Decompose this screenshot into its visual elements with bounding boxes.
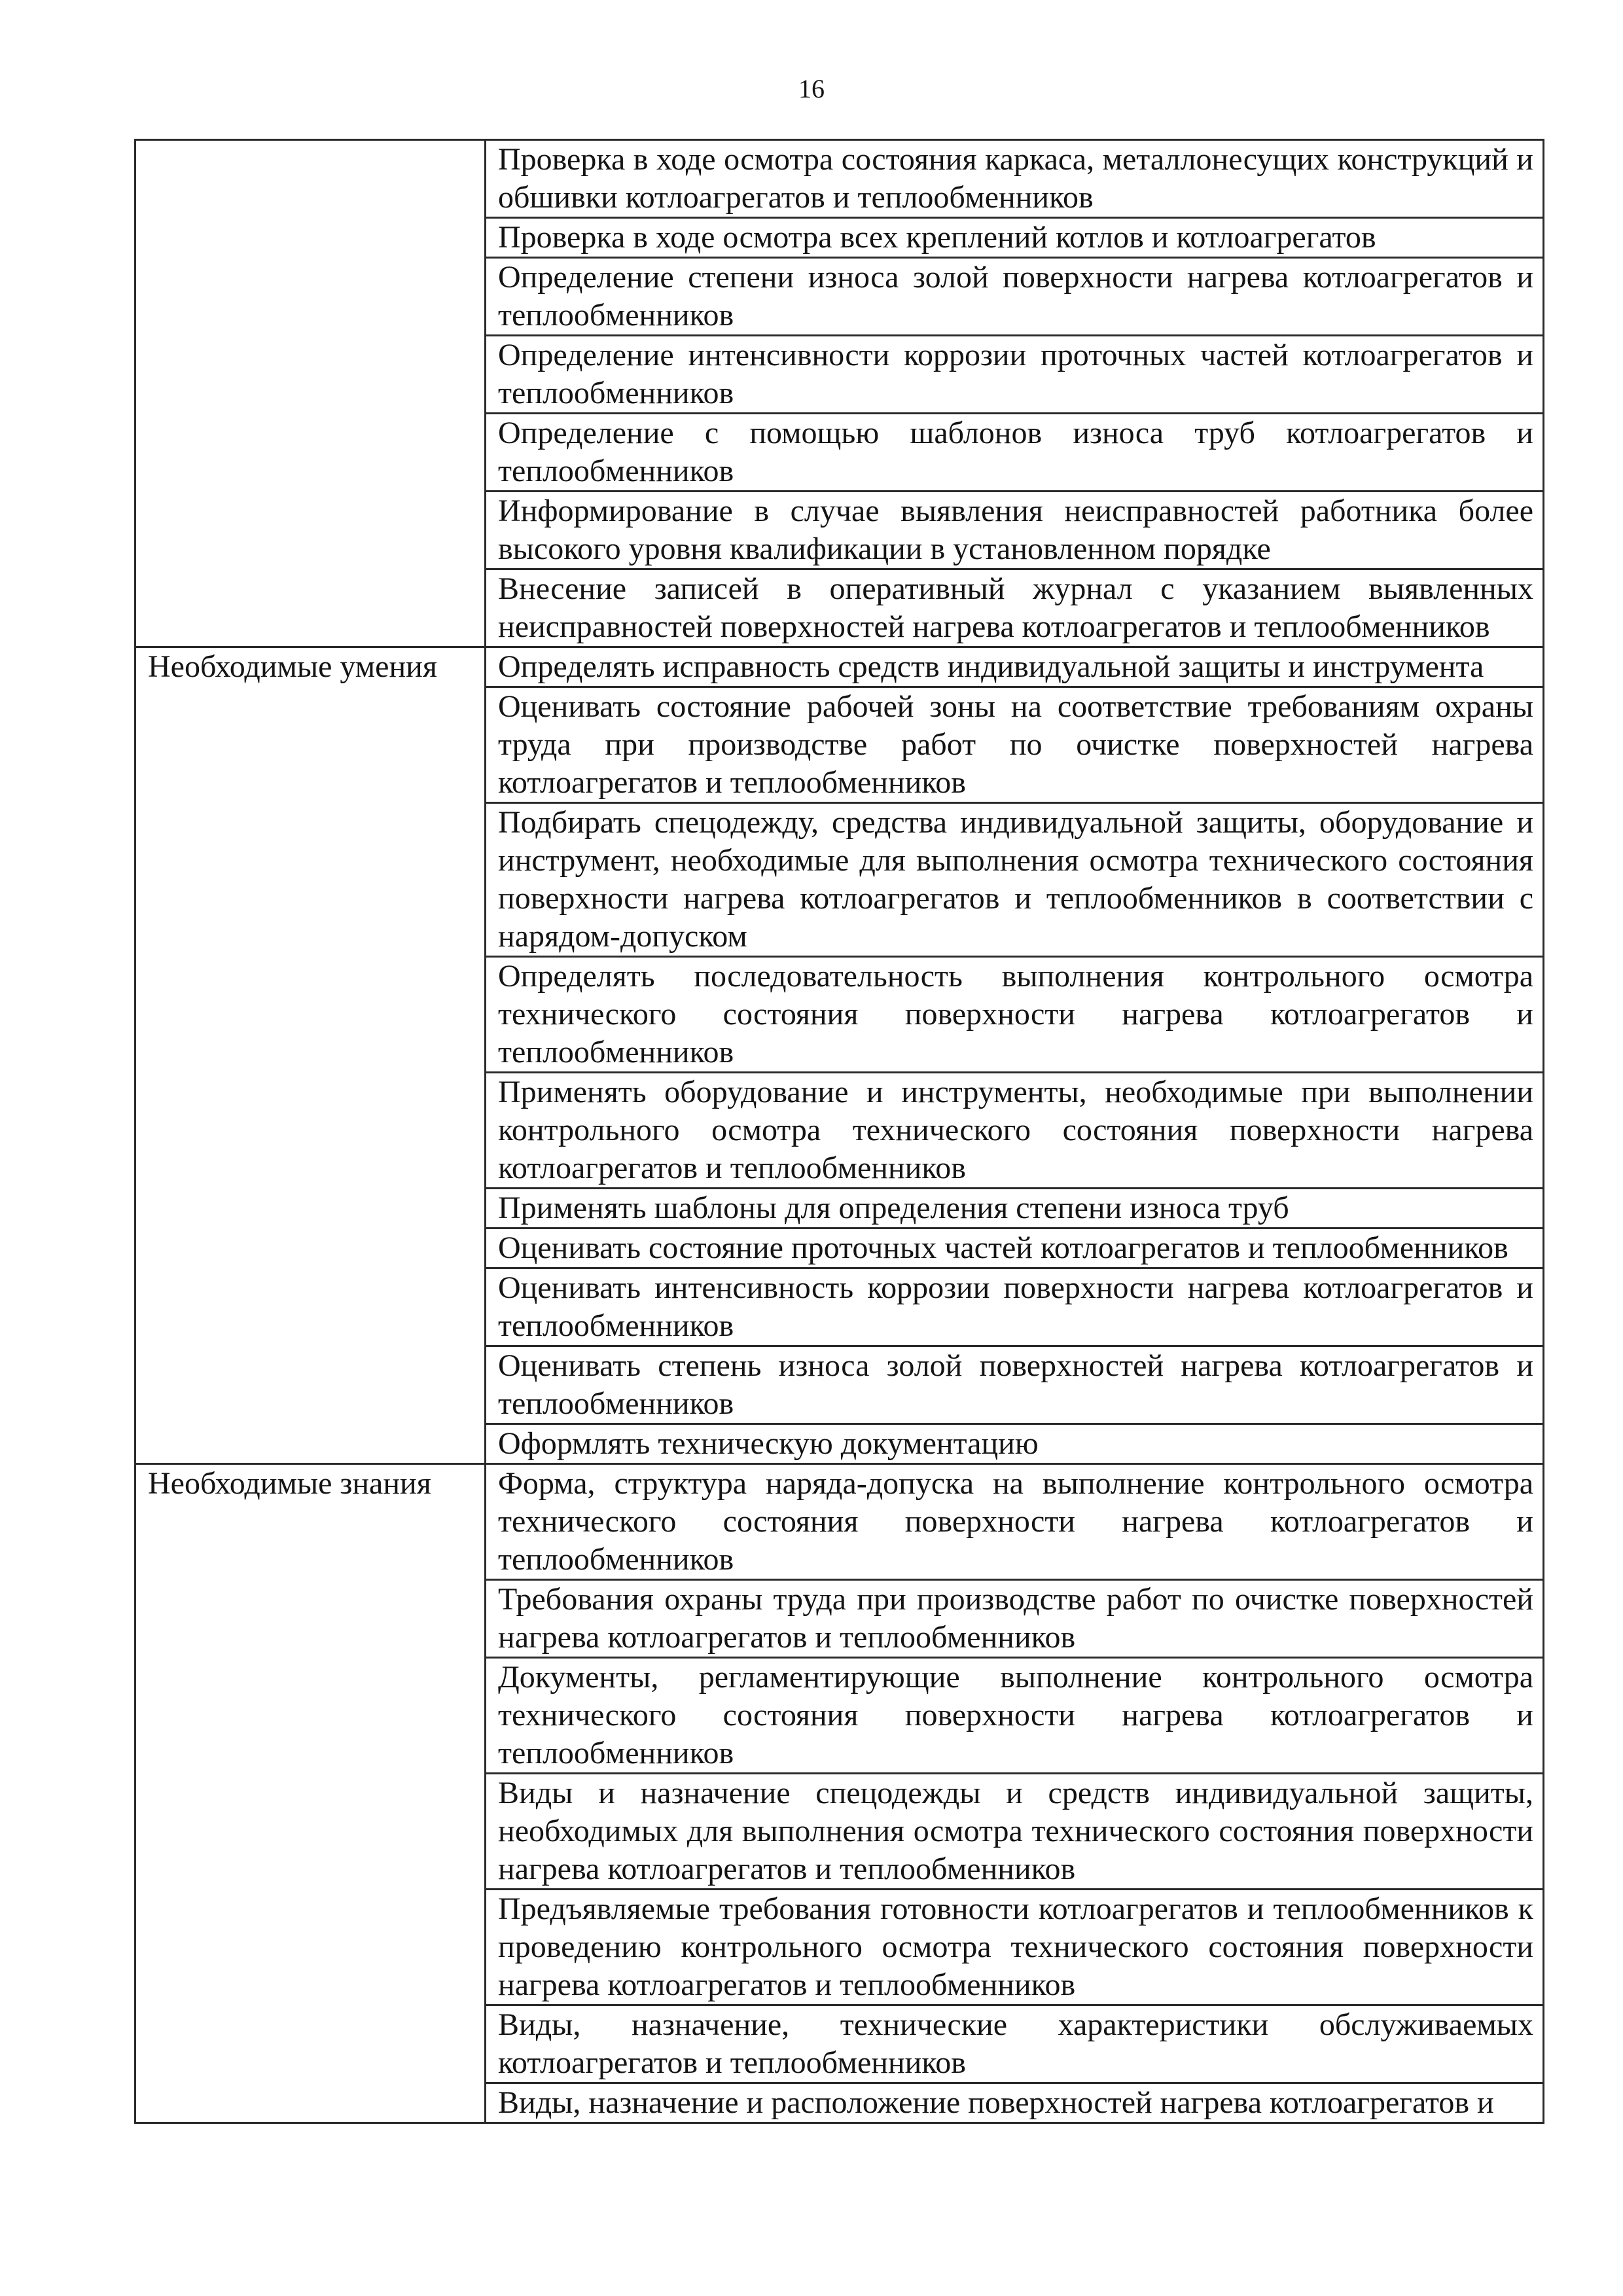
table-cell: Документы, регламентирующие выполнение контрольного осмотра технического состояния поверхности нагрева котлоагрегатов и теплообменников <box>486 1658 1544 1774</box>
table-cell: Оценивать состояние рабочей зоны на соответствие требованиям охраны труда при производстве работ по очистке поверхностей нагрева котлоагрегатов и теплообменников <box>486 687 1544 803</box>
table-cell: Оформлять техническую документацию <box>486 1424 1544 1464</box>
table-cell: Применять шаблоны для определения степени износа труб <box>486 1189 1544 1229</box>
table-cell: Предъявляемые требования готовности котлоагрегатов и теплообменников к проведению контрольного осмотра технического состояния поверхности нагрева котлоагрегатов и теплообменников <box>486 1890 1544 2005</box>
table-cell: Применять оборудование и инструменты, необходимые при выполнении контрольного осмотра технического состояния поверхности нагрева котлоагрегатов и теплообменников <box>486 1073 1544 1189</box>
table-cell: Оценивать интенсивность коррозии поверхности нагрева котлоагрегатов и теплообменников <box>486 1268 1544 1346</box>
page-number: 16 <box>798 74 825 103</box>
table-cell: Виды, назначение, технические характеристики обслуживаемых котлоагрегатов и теплообменников <box>486 2005 1544 2083</box>
table-cell: Информирование в случае выявления неисправностей работника более высокого уровня квалификации в установленном порядке <box>486 492 1544 569</box>
section-label-continuation <box>135 140 486 647</box>
section-label-skills: Необходимые умения <box>135 647 486 1464</box>
table-cell: Определение интенсивности коррозии проточных частей котлоагрегатов и теплообменников <box>486 336 1544 414</box>
table-cell: Внесение записей в оперативный журнал с указанием выявленных неисправностей поверхностей нагрева котлоагрегатов и теплообменников <box>486 569 1544 647</box>
table-cell: Определение степени износа золой поверхности нагрева котлоагрегатов и теплообменников <box>486 258 1544 336</box>
table-cell: Требования охраны труда при производстве работ по очистке поверхностей нагрева котлоагрегатов и теплообменников <box>486 1580 1544 1658</box>
table-cell: Виды и назначение спецодежды и средств индивидуальной защиты, необходимых для выполнения осмотра технического состояния поверхности нагрева котлоагрегатов и теплообменников <box>486 1774 1544 1890</box>
table-cell: Форма, структура наряда-допуска на выполнение контрольного осмотра технического состояния поверхности нагрева котлоагрегатов и теплообменников <box>486 1464 1544 1580</box>
table-row <box>135 140 1544 218</box>
table-cell: Определять последовательность выполнения контрольного осмотра технического состояния поверхности нагрева котлоагрегатов и теплообменников <box>486 957 1544 1073</box>
section-label-knowledge: Необходимые знания <box>135 1464 486 2123</box>
table-cell: Подбирать спецодежду, средства индивидуальной защиты, оборудование и инструмент, необходимые для выполнения осмотра технического состояния поверхности нагрева котлоагрегатов и теплообменников в соответствии с нарядом-допуском <box>486 803 1544 957</box>
table-row <box>135 647 1544 687</box>
table-cell: Проверка в ходе осмотра всех креплений котлов и котлоагрегатов <box>486 218 1544 258</box>
table-cell: Оценивать состояние проточных частей котлоагрегатов и теплообменников <box>486 1229 1544 1268</box>
requirements-table <box>134 139 1544 2124</box>
table-cell: Определять исправность средств индивидуальной защиты и инструмента <box>486 647 1544 687</box>
table-row <box>135 1464 1544 1580</box>
table-cell: Проверка в ходе осмотра состояния каркаса, металлонесущих конструкций и обшивки котлоагрегатов и теплообменников <box>486 140 1544 218</box>
table-cell: Определение с помощью шаблонов износа труб котлоагрегатов и теплообменников <box>486 414 1544 492</box>
table-cell: Виды, назначение и расположение поверхностей нагрева котлоагрегатов и <box>486 2083 1544 2123</box>
table-cell: Оценивать степень износа золой поверхностей нагрева котлоагрегатов и теплообменников <box>486 1346 1544 1424</box>
